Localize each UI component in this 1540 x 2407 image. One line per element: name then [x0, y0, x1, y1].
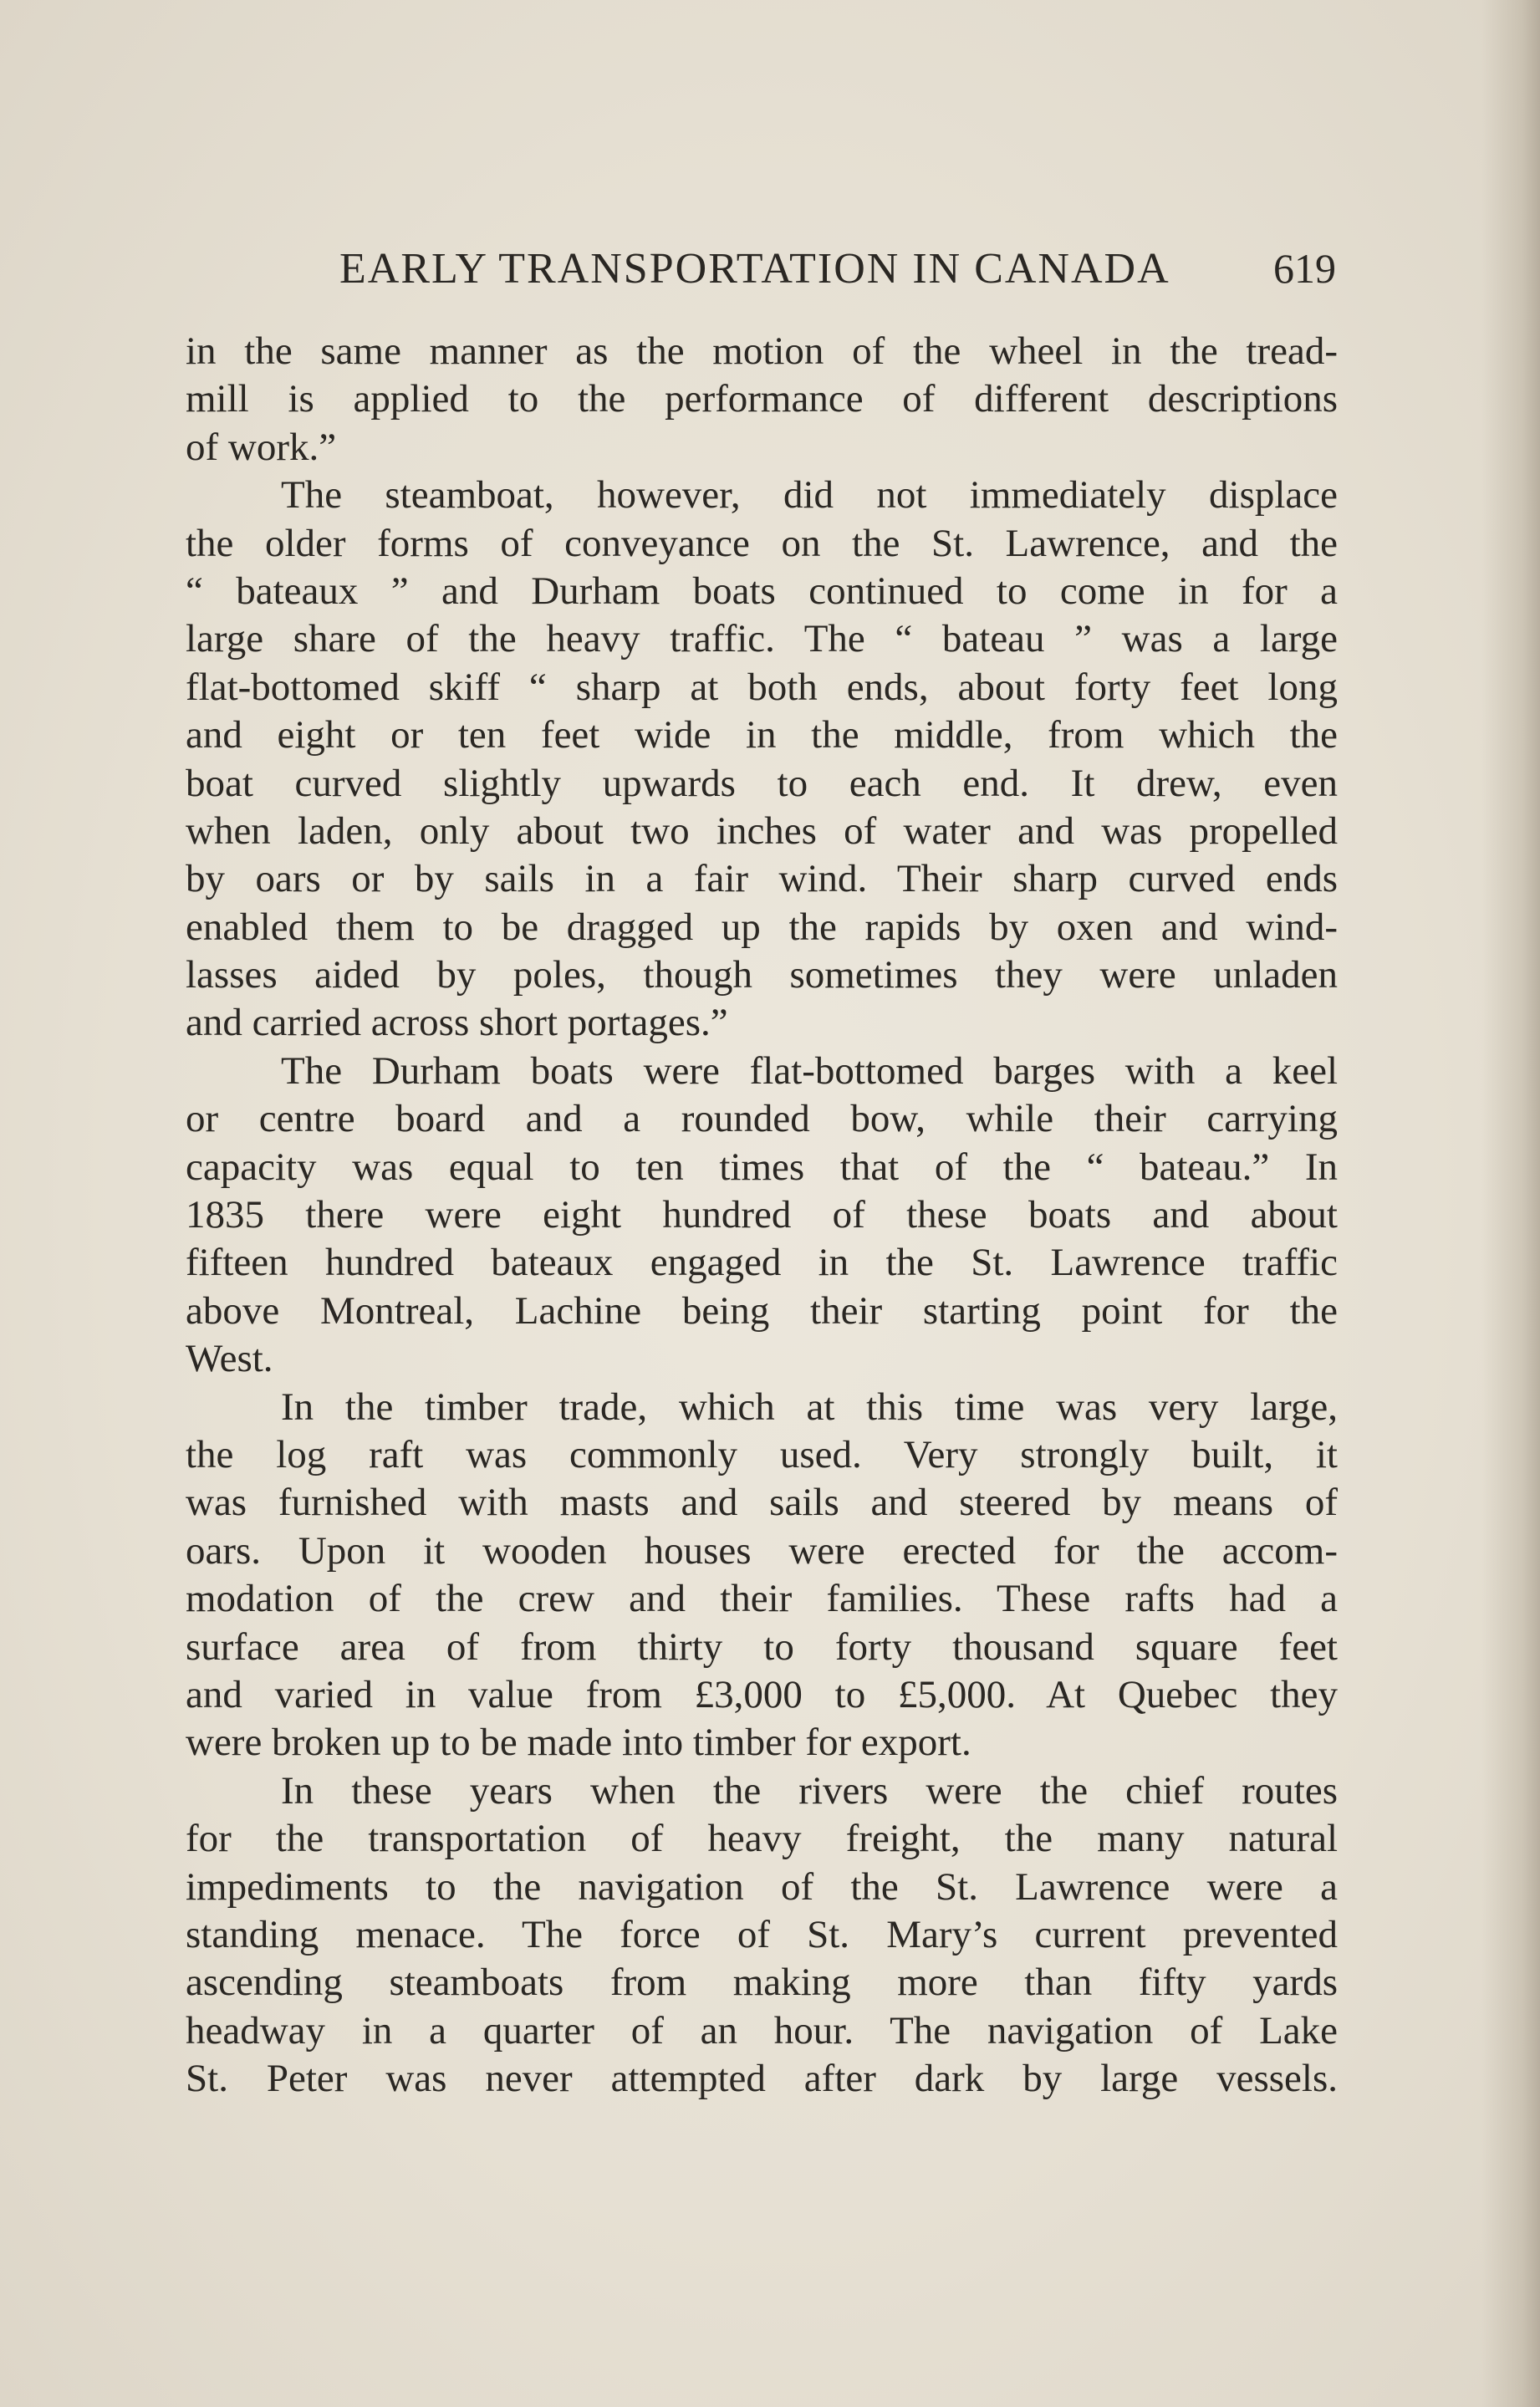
text-line: or centre board and a rounded bow, while their carrying [186, 1097, 1338, 1141]
paragraph [186, 1767, 1338, 2104]
text-line: enabled them to be dragged up the rapids by oxen and wind- [186, 905, 1338, 949]
text-line: lasses aided by poles, though sometimes they were unladen [186, 953, 1338, 997]
text-line: and varied in value from £3,000 to £5,000. At Quebec they [186, 1672, 1338, 1716]
text-line: 1835 there were eight hundred of these boats and about [186, 1193, 1338, 1237]
text-line: large share of the heavy traffic. The “ bateau ” was a large [186, 617, 1338, 661]
text-line: flat-bottomed skiff “ sharp at both ends, about forty feet long [186, 665, 1338, 709]
paragraph [186, 1048, 1338, 1384]
text-line: The Durham boats were flat-bottomed barges with a keel [281, 1048, 1338, 1093]
text-line: oars. Upon it wooden houses were erected for the accom- [186, 1528, 1338, 1573]
page-number: 619 [1273, 245, 1336, 292]
running-title: EARLY TRANSPORTATION IN CANADA [339, 245, 1170, 293]
text-line: the log raft was commonly used. Very strongly built, it [186, 1432, 1338, 1476]
text-line: mill is applied to the performance of different descriptions [186, 377, 1338, 421]
text-line: West. [186, 1337, 273, 1381]
text-line: standing menace. The force of St. Mary’s current prevented [186, 1912, 1338, 1956]
text-line: capacity was equal to ten times that of the “ bateau.” In [186, 1145, 1338, 1189]
text-line: impediments to the navigation of the St. Lawrence were a [186, 1864, 1338, 1909]
text-line: of work.” [186, 425, 337, 469]
text-line: The steamboat, however, did not immediately displace [281, 473, 1338, 518]
text-line: modation of the crew and their families. These rafts had a [186, 1577, 1338, 1621]
text-line: fifteen hundred bateaux engaged in the St. Lawrence traffic [186, 1241, 1338, 1285]
text-line: In these years when the rivers were the chief routes [281, 1768, 1338, 1813]
paragraph [186, 1384, 1338, 1767]
text-line: in the same manner as the motion of the wheel in the tread- [186, 329, 1338, 373]
text-line: when laden, only about two inches of water and was propelled [186, 808, 1338, 853]
text-line: boat curved slightly upwards to each end. It drew, even [186, 761, 1338, 805]
paragraph [186, 472, 1338, 1048]
body-text [186, 328, 1338, 2103]
page-edge-shadow [1481, 0, 1540, 2407]
running-head [189, 244, 1336, 303]
paragraph [186, 328, 1338, 472]
text-line: and eight or ten feet wide in the middle, from which the [186, 713, 1338, 757]
text-line: were broken up to be made into timber for export. [186, 1721, 971, 1765]
text-line: by oars or by sails in a fair wind. Their sharp curved ends [186, 857, 1338, 901]
text-line: and carried across short portages.” [186, 1001, 728, 1045]
text-line: the older forms of conveyance on the St. Lawrence, and the [186, 521, 1338, 565]
text-line: was furnished with masts and sails and steered by means of [186, 1481, 1338, 1525]
text-line: above Montreal, Lachine being their starting point for the [186, 1288, 1338, 1333]
text-line: for the transportation of heavy freight, the many natural [186, 1817, 1338, 1861]
text-line: headway in a quarter of an hour. The navigation of Lake [186, 2008, 1338, 2053]
text-line: “ bateaux ” and Durham boats continued to come in for a [186, 569, 1338, 613]
text-line: In the timber trade, which at this time was very large, [281, 1385, 1338, 1429]
text-line: surface area of from thirty to forty thousand square feet [186, 1624, 1338, 1669]
text-line: ascending steamboats from making more than fifty yards [186, 1961, 1338, 2005]
text-line: St. Peter was never attempted after dark by large vessels. [186, 2057, 1338, 2101]
